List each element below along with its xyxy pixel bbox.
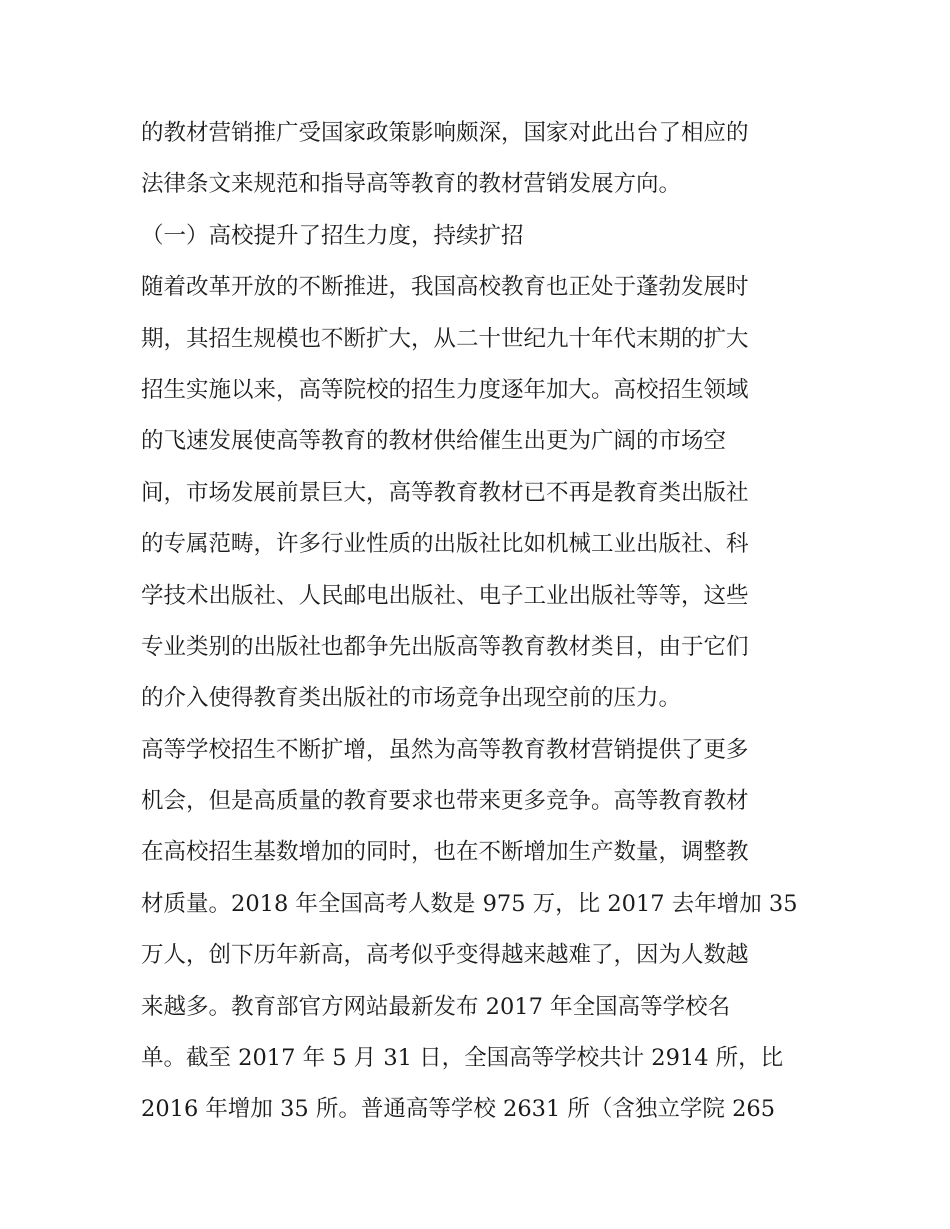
- paragraph-line: 招生实施以来，高等院校的招生力度逐年加大。高校招生领域: [141, 376, 749, 403]
- paragraph-line: 专业类别的出版社也都争先出版高等教育教材类目，由于它们: [141, 633, 749, 660]
- paragraph-line: 高等学校招生不断扩增，虽然为高等教育教材营销提供了更多: [141, 736, 749, 763]
- section-heading: （一）高校提升了招生力度，持续扩招: [141, 222, 524, 249]
- paragraph-line: 期，其招生规模也不断扩大，从二十世纪九十年代末期的扩大: [141, 325, 749, 352]
- paragraph-line: 单。截至 2017 年 5 月 31 日，全国高等学校共计 2914 所，比: [141, 1045, 784, 1072]
- paragraph-line: 材质量。2018 年全国高考人数是 975 万，比 2017 去年增加 35: [141, 890, 798, 917]
- paragraph-line: 2016 年增加 35 所。普通高等学校 2631 所（含独立学院 265: [141, 1096, 776, 1123]
- paragraph-line: 机会，但是高质量的教育要求也带来更多竞争。高等教育教材: [141, 788, 749, 815]
- paragraph-line: 的教材营销推广受国家政策影响颇深，国家对此出台了相应的: [141, 120, 749, 146]
- paragraph-line: 的飞速发展使高等教育的教材供给催生出更为广阔的市场空: [141, 428, 727, 455]
- paragraph-line: 的专属范畴，许多行业性质的出版社比如机械工业出版社、科: [141, 531, 749, 558]
- body-text: [141, 108, 821, 1136]
- paragraph-line: 万人，创下历年新高，高考似乎变得越来越难了，因为人数越: [141, 942, 749, 969]
- paragraph-line: 学技术出版社、人民邮电出版社、电子工业出版社等等，这些: [141, 582, 749, 609]
- paragraph-line: 随着改革开放的不断推进，我国高校教育也正处于蓬勃发展时: [141, 274, 749, 301]
- paragraph-line: 的介入使得教育类出版社的市场竞争出现空前的压力。: [141, 685, 682, 712]
- paragraph-line: 在高校招生基数增加的同时，也在不断增加生产数量，调整教: [141, 839, 749, 866]
- paragraph-line: 来越多。教育部官方网站最新发布 2017 年全国高等学校名: [141, 993, 731, 1020]
- paragraph-line: 间，市场发展前景巨大，高等教育教材已不再是教育类出版社: [141, 479, 749, 506]
- paragraph-line: 法律条文来规范和指导高等教育的教材营销发展方向。: [141, 171, 682, 198]
